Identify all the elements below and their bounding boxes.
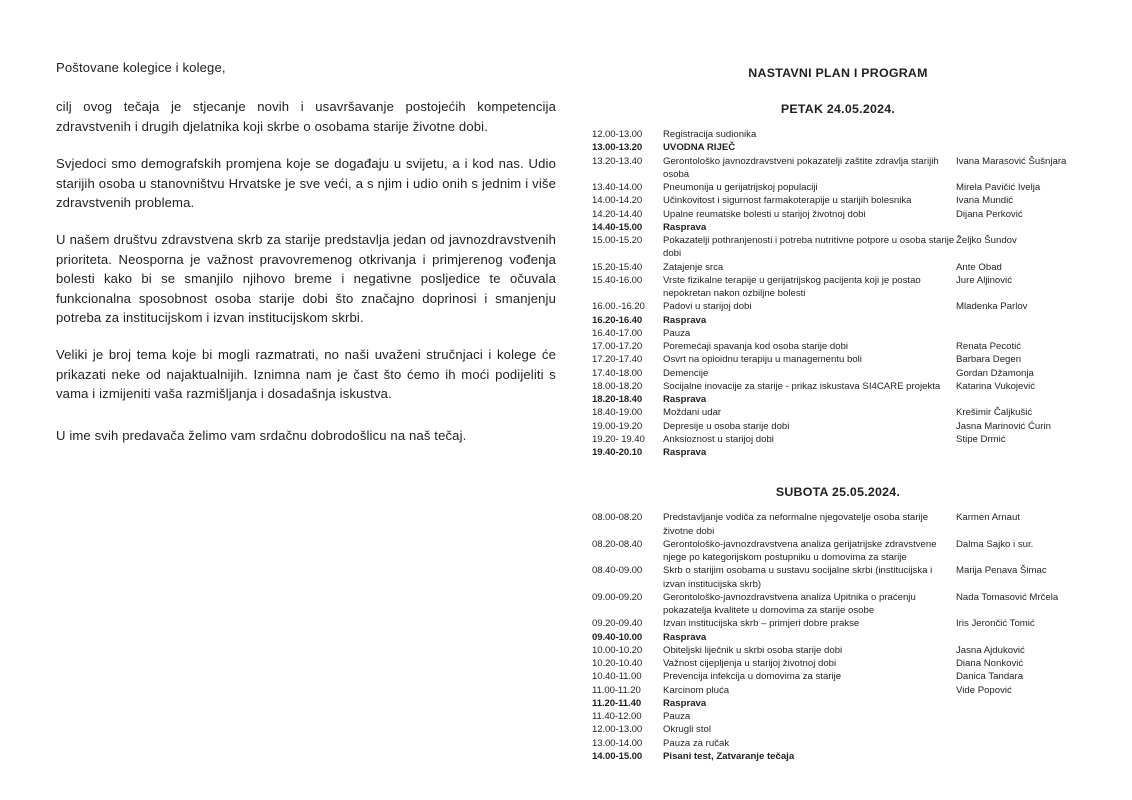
schedule-speaker [956, 221, 1084, 234]
schedule-time: 10.20-10.40 [592, 658, 643, 669]
schedule-speaker: Diana Nonković [956, 658, 1024, 669]
schedule-speaker [956, 697, 1084, 710]
schedule-topic: Rasprava [663, 697, 707, 709]
schedule-row [592, 750, 1084, 763]
schedule-row [592, 155, 1084, 182]
schedule-topic: Gerontološko javnozdravstveni pokazatelji zaštite zdravlja starijih osoba [663, 155, 939, 180]
schedule-speaker: Iris Jerončić Tomić [956, 618, 1035, 630]
schedule-table-saturday [592, 511, 1084, 763]
schedule-topic: Skrb o starijim osobama u sustavu socijalne skrbi (institucijska i izvan institucijska skrb) [663, 565, 933, 590]
schedule-topic: UVODNA RIJEČ [663, 142, 736, 154]
schedule-time: 14.00-15.00 [592, 750, 643, 762]
schedule-topic: Rasprava [663, 447, 707, 458]
letter-closing: U ime svih predavača želimo vam srdačnu dobrodošlicu na naš tečaj. [56, 427, 467, 443]
schedule-time: 10.40-11.00 [592, 671, 642, 683]
schedule-time: 19.20- 19.40 [592, 433, 645, 445]
schedule-speaker: Mladenka Parlov [956, 301, 1028, 313]
schedule-topic: Gerontološko-javnozdravstvena analiza Upitnika o praćenju pokazatelja kvalitete u domovima za starije osobe [663, 591, 916, 616]
schedule-row [592, 274, 1084, 301]
schedule-row [592, 433, 1084, 446]
schedule-topic: Pokazatelji pothranjenosti i potreba nutritivne potpore u osoba starije dobi [663, 235, 955, 260]
schedule-topic: Padovi u starijoj dobi [663, 301, 752, 313]
schedule-topic: Osvrt na opioidnu terapiju u managementu boli [663, 354, 862, 366]
schedule-time: 16.40-17.00 [592, 327, 643, 339]
schedule-topic: Poremećaji spavanja kod osoba starije dobi [663, 341, 849, 352]
schedule-topic: Anksioznost u starijoj dobi [663, 433, 774, 445]
schedule-topic: Izvan institucijska skrb – primjeri dobre prakse [663, 618, 860, 630]
schedule-topic: Depresije u osoba starije dobi [663, 420, 790, 432]
schedule-speaker: Željko Šundov [956, 235, 1017, 246]
schedule-topic: Pauza [663, 711, 691, 722]
schedule-row [592, 340, 1084, 353]
program-section [592, 58, 1084, 763]
day-heading-friday: PETAK 24.05.2024. [780, 102, 896, 116]
schedule-time: 08.20-08.40 [592, 538, 643, 550]
schedule-row [592, 128, 1084, 141]
letter-paragraph-3: U našem društvu zdravstvena skrb za starije predstavlja jedan od javnozdravstvenih prioriteta. Neosporna je važnost pravovremenog otkrivanja i primjerenog vođenja bolesti kako bi se smanjilo njihovo breme i negativne posljedice te očuvala funkcionalna sposobnost osoba starije dobi što značajno doprinosi i smanjenju potreba za institucijskom i izvan institucijskom skrbi. [56, 232, 556, 326]
schedule-topic: Rasprava [663, 394, 707, 405]
schedule-time: 17.20-17.40 [592, 354, 643, 366]
schedule-speaker: Ante Obad [956, 261, 1002, 273]
schedule-speaker: Jasna Marinović Ćurin [956, 420, 1051, 432]
schedule-speaker: Ivana Mundić [956, 195, 1014, 207]
schedule-speaker: Stipe Drmić [956, 433, 1006, 445]
schedule-row [592, 234, 1084, 261]
schedule-time: 08.00-08.20 [592, 512, 643, 524]
schedule-topic: Pisani test, Zatvaranje tečaja [663, 750, 795, 762]
schedule-topic: Važnost cijepljenja u starijoj životnoj dobi [663, 658, 837, 669]
schedule-topic: Učinkovitost i sigurnost farmakoterapije u starijih bolesnika [663, 195, 912, 207]
schedule-topic: Moždani udar [663, 407, 722, 419]
schedule-time: 12.00-13.00 [592, 724, 643, 736]
schedule-topic: Rasprava [663, 314, 707, 326]
schedule-row [592, 406, 1084, 419]
schedule-speaker: Krešimir Čaljkušić [956, 407, 1033, 419]
schedule-time: 15.40-16.00 [592, 274, 643, 286]
schedule-time: 17.40-18.00 [592, 367, 643, 379]
schedule-speaker [956, 723, 1084, 736]
schedule-time: 19.40-20.10 [592, 447, 643, 458]
schedule-speaker: Jasna Ajduković [956, 644, 1025, 656]
schedule-row [592, 327, 1084, 340]
schedule-topic: Pneumonija u gerijatrijskoj populaciji [663, 182, 818, 193]
schedule-time: 18.00-18.20 [592, 380, 643, 392]
schedule-row [592, 181, 1084, 194]
schedule-row [592, 631, 1084, 644]
schedule-row [592, 420, 1084, 433]
schedule-speaker: Karmen Arnaut [956, 512, 1020, 524]
schedule-time: 15.20-15.40 [592, 261, 643, 273]
schedule-speaker: Dalma Sajko i sur. [956, 538, 1034, 550]
letter-paragraph-4: Veliki je broj tema koje bi mogli razmatrati, no naši uvaženi stručnjaci i kolege će prikazati neke od najaktualnijih. Iznimna nam je čast što ćemo ih moći podijeliti s vama i izmijeniti vaša razmišljanja i dosadašnja iskustva. [56, 347, 556, 402]
schedule-row [592, 644, 1084, 657]
schedule-time: 08.40-09.00 [592, 565, 643, 577]
schedule-row [592, 511, 1084, 538]
schedule-speaker [956, 750, 1084, 763]
letter-paragraph-2: Svjedoci smo demografskih promjena koje se događaju u svijetu, a i kod nas. Udio starijih osoba u stanovništvu Hrvatske je sve veći, a s njim i udio onih s jednim i više zdravstvenih problema. [56, 156, 556, 211]
schedule-topic: Pauza za ručak [663, 737, 730, 749]
schedule-time: 10.00-10.20 [592, 644, 643, 656]
schedule-row [592, 591, 1084, 618]
schedule-topic: Rasprava [663, 631, 707, 643]
schedule-row [592, 300, 1084, 313]
schedule-time: 18.40-19.00 [592, 407, 643, 419]
schedule-time: 17.00-17.20 [592, 341, 643, 352]
schedule-row [592, 353, 1084, 366]
schedule-row [592, 670, 1084, 683]
schedule-speaker [956, 631, 1084, 644]
schedule-time: 14.20-14.40 [592, 208, 643, 220]
schedule-time: 09.00-09.20 [592, 591, 643, 603]
schedule-body-friday [592, 128, 1084, 459]
schedule-speaker: Jure Aljinović [956, 274, 1012, 286]
schedule-time: 11.00-11.20 [592, 684, 641, 696]
schedule-row [592, 208, 1084, 221]
schedule-topic: Okrugli stol [663, 724, 711, 736]
schedule-time: 19.00-19.20 [592, 420, 643, 432]
schedule-topic: Demencije [663, 367, 709, 379]
schedule-row [592, 194, 1084, 207]
schedule-row [592, 221, 1084, 234]
schedule-speaker: Danica Tandara [956, 671, 1024, 683]
schedule-time: 16.00.-16.20 [592, 301, 645, 313]
schedule-topic: Obiteljski liječnik u skrbi osoba starije dobi [663, 644, 843, 656]
schedule-time: 09.20-09.40 [592, 618, 643, 630]
schedule-speaker [956, 327, 1084, 340]
schedule-speaker: Mirela Pavičić Ivelja [956, 182, 1041, 193]
schedule-speaker [956, 446, 1084, 459]
schedule-topic: Rasprava [663, 221, 707, 233]
schedule-time: 14.00-14.20 [592, 195, 643, 207]
schedule-speaker [956, 141, 1084, 154]
schedule-speaker [956, 314, 1084, 327]
letter-paragraph-1: cilj ovog tečaja je stjecanje novih i usavršavanje postojećih kompetencija zdravstvenih i drugih djelatnika koji skrbe o osobama starije životne dobi. [56, 99, 556, 134]
schedule-topic: Upalne reumatske bolesti u starijoj životnoj dobi [663, 208, 866, 220]
schedule-topic: Prevencija infekcija u domovima za starije [663, 671, 842, 683]
schedule-speaker: Nada Tomasović Mrčela [956, 591, 1059, 603]
schedule-body-saturday [592, 511, 1084, 763]
schedule-speaker: Marija Penava Šimac [956, 565, 1047, 577]
schedule-speaker: Gordan Džamonja [956, 367, 1034, 379]
schedule-time: 13.00-13.20 [592, 142, 643, 154]
schedule-time: 11.40-12.00 [592, 711, 642, 722]
schedule-topic: Vrste fizikalne terapije u gerijatrijskog pacijenta koji je postao nepokretan nakon ozbiljne bolesti [663, 274, 921, 299]
schedule-time: 11.20-11.40 [592, 697, 642, 709]
schedule-time: 15.00-15.20 [592, 235, 643, 246]
schedule-row [592, 723, 1084, 736]
schedule-speaker: Katarina Vukojević [956, 380, 1036, 392]
schedule-time: 13.00-14.00 [592, 737, 643, 749]
schedule-speaker [956, 737, 1084, 750]
schedule-time: 14.40-15.00 [592, 221, 643, 233]
schedule-time: 09.40-10.00 [592, 631, 643, 643]
schedule-topic: Predstavljanje vodiča za neformalne njegovatelje osoba starije životne dobi [663, 512, 929, 537]
schedule-row [592, 697, 1084, 710]
schedule-time: 16.20-16.40 [592, 314, 643, 326]
schedule-row [592, 446, 1084, 459]
schedule-table-friday [592, 128, 1084, 459]
welcome-letter [56, 58, 556, 463]
schedule-row [592, 314, 1084, 327]
schedule-row [592, 393, 1084, 406]
schedule-row [592, 367, 1084, 380]
schedule-row [592, 141, 1084, 154]
schedule-time: 13.20-13.40 [592, 155, 643, 167]
schedule-row [592, 710, 1084, 723]
schedule-topic: Socijalne inovacije za starije - prikaz iskustava SI4CARE projekta [663, 380, 941, 392]
schedule-topic: Pauza [663, 327, 691, 339]
schedule-topic: Registracija sudionika [663, 129, 757, 140]
schedule-time: 18.20-18.40 [592, 394, 643, 405]
schedule-time: 12.00-13.00 [592, 129, 643, 140]
schedule-row [592, 657, 1084, 670]
schedule-topic: Karcinom pluća [663, 684, 730, 696]
schedule-speaker [956, 128, 1084, 141]
schedule-speaker: Ivana Marasović Šušnjara [956, 155, 1067, 167]
schedule-speaker: Dijana Perković [956, 208, 1023, 220]
schedule-row [592, 538, 1084, 565]
schedule-speaker [956, 710, 1084, 723]
schedule-speaker: Renata Pecotić [956, 341, 1022, 352]
schedule-time: 13.40-14.00 [592, 182, 643, 193]
program-title: NASTAVNI PLAN I PROGRAM [748, 66, 928, 80]
schedule-row [592, 564, 1084, 591]
day-heading-saturday: SUBOTA 25.05.2024. [775, 485, 901, 500]
schedule-row [592, 617, 1084, 630]
schedule-topic: Zatajenje srca [663, 261, 724, 273]
schedule-speaker [956, 393, 1084, 406]
schedule-topic: Gerontološko-javnozdravstvena analiza gerijatrijske zdravstvene njege po kategorijskom postupniku u domovima za starije [663, 538, 937, 563]
schedule-speaker: Barbara Degen [956, 354, 1022, 366]
schedule-row [592, 261, 1084, 274]
schedule-row [592, 684, 1084, 697]
schedule-speaker: Vide Popović [956, 684, 1012, 696]
schedule-row [592, 380, 1084, 393]
letter-salutation: Poštovane kolegice i kolege, [56, 60, 226, 75]
schedule-row [592, 737, 1084, 750]
